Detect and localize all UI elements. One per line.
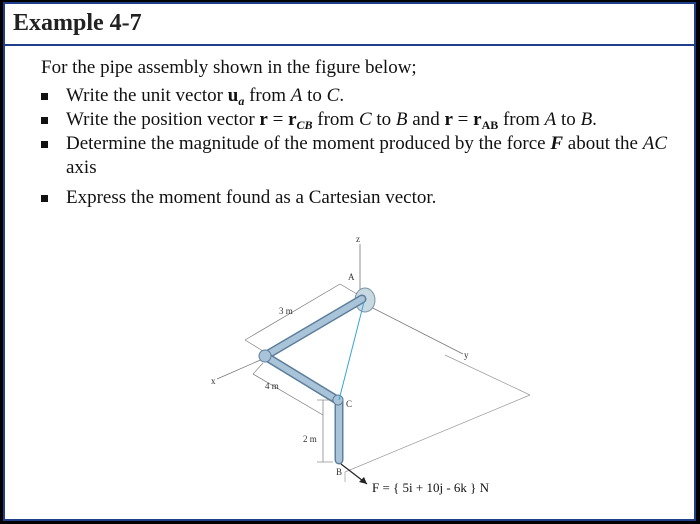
text: to — [556, 109, 581, 130]
dimension-extension — [340, 284, 357, 294]
point-b-label: B — [336, 467, 343, 477]
text: axis — [66, 157, 97, 178]
text: from — [498, 109, 545, 130]
y-axis-line — [367, 305, 463, 354]
z-axis-label: z — [356, 234, 360, 244]
cable-ac — [339, 302, 364, 400]
bullet-list — [41, 84, 674, 210]
text: from — [244, 85, 291, 106]
text: Write the position vector — [66, 109, 260, 130]
point-label: A — [544, 109, 557, 130]
text: = — [452, 109, 474, 130]
dimension-4m-label: 4 m — [265, 381, 279, 391]
text: about the — [563, 133, 643, 154]
force-symbol: F — [550, 133, 564, 154]
slide — [3, 2, 696, 521]
dimension-2m-label: 2 m — [303, 434, 317, 444]
text: Write the unit vector — [66, 85, 228, 106]
position-vector-symbol: r — [444, 109, 453, 130]
pipe-elbow — [259, 350, 271, 362]
position-vector-symbol: r — [473, 109, 482, 130]
text: = — [267, 109, 289, 130]
text: . — [339, 85, 345, 106]
point-label: A — [290, 85, 303, 106]
text: Determine the magnitude of the moment produced by the force — [66, 133, 551, 154]
point-label: C — [358, 109, 372, 130]
text: . — [592, 109, 597, 130]
force-label: F = { 5i + 10j - 6k } N — [372, 480, 490, 495]
dimension-3m-label: 3 m — [279, 306, 293, 316]
pipe-assembly-figure — [205, 232, 535, 507]
bullet-item — [41, 108, 674, 132]
unit-vector-subscript: a — [238, 94, 245, 108]
axis-label: AC — [642, 133, 667, 154]
text: and — [407, 109, 445, 130]
bullet-item — [41, 132, 674, 180]
point-label: B — [395, 109, 408, 130]
point-label: B — [580, 109, 593, 130]
x-axis-label: x — [211, 376, 216, 386]
pipe-elbow — [333, 395, 343, 405]
intro-text: For the pipe assembly shown in the figure below; — [41, 57, 417, 78]
ground-line — [445, 355, 530, 395]
position-vector-symbol: r — [259, 109, 268, 130]
point-a-label: A — [348, 272, 355, 282]
bullet-item — [41, 186, 674, 210]
text: from — [312, 109, 359, 130]
point-c-label: C — [346, 399, 353, 409]
y-axis-label: y — [464, 350, 469, 360]
point-label: C — [326, 85, 340, 106]
vector-subscript: CB — [296, 118, 313, 132]
ground-line — [345, 395, 530, 472]
bullet-item — [41, 84, 674, 108]
text: to — [302, 85, 327, 106]
vector-subscript: AB — [481, 118, 499, 132]
title-bar — [5, 4, 694, 46]
pipe-segment — [265, 356, 337, 400]
text: to — [371, 109, 396, 130]
text: Express the moment found as a Cartesian vector. — [66, 187, 437, 208]
unit-vector-symbol: u — [227, 85, 239, 106]
slide-content — [41, 56, 674, 210]
slide-title: Example 4-7 — [13, 10, 142, 36]
position-vector-symbol: r — [288, 109, 297, 130]
dimension-extension — [253, 363, 263, 374]
dimension-extension — [245, 340, 263, 351]
